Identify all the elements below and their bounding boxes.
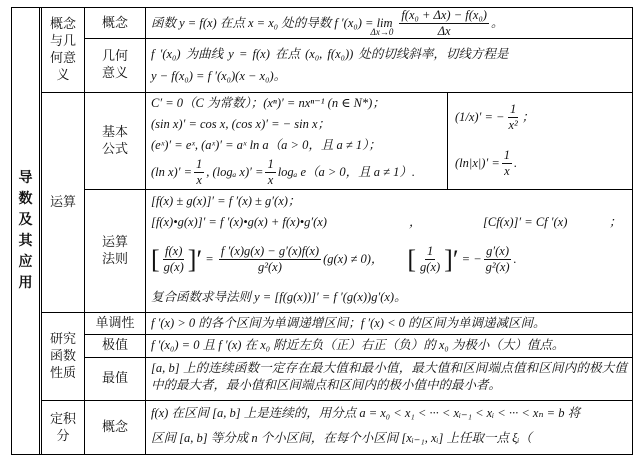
rule-chain: 复合函数求导法则 y = [f(g(x))]′ = f ′(g(x))g′(x)。 (151, 290, 407, 304)
group-concept-label: 概念与几何意义 (49, 17, 76, 83)
rule-4-lhs (418, 244, 442, 275)
formula-4-frac-num: 1 (196, 156, 203, 171)
extremum-text: f ′(x₀) = 0 且 f ′(x) 在 x₀ 附近左负（正）右正（负）的 x₀ 为极小（大）值点。 (151, 338, 565, 352)
label-integral-concept-cell (85, 400, 145, 455)
label-concept: 概念 (101, 15, 128, 31)
monotonic-text: f ′(x) > 0 的各个区间为单调递增区间；f ′(x) < 0 的区间为单调递减区间。 (151, 316, 546, 330)
formula-4-frac-den: x (196, 172, 202, 187)
boxed-formula-2 (455, 146, 517, 180)
maximum-text: [a, b] 上的连续函数一定存在最大值和最小值，最大值和区间端点值和区间内的极大值中的最大者，最小值和区间端点和区间内的极小值中的最小者。 (151, 361, 627, 392)
concept-definition (151, 9, 503, 37)
rule-3-eq: = (202, 251, 217, 266)
label-monotonic-cell (85, 312, 145, 334)
integral-line-2: 区间 [a, b] 等分成 n 个小区间，在每个小区间 [xᵢ₋₁, xᵢ] 上任取一点 ξᵢ（ (151, 431, 532, 445)
label-maximum: 最值 (101, 371, 128, 386)
row-line-3 (84, 189, 633, 190)
geom-line-1: f ′(x₀) 为曲线 y = f(x) 在点 (x₀, f(x₀)) 处的切线斜率，切线方程是 (151, 47, 509, 61)
row-line-1 (84, 38, 633, 39)
formula-4-c: logₐ e（a > 0，且 a ≠ 1）. (277, 164, 416, 179)
rule-4-lhs-den: g(x) (420, 259, 441, 274)
bracket-left: [ (151, 244, 160, 274)
formula-4-frac-2 (265, 157, 275, 188)
label-extremum: 极值 (101, 338, 128, 353)
rule-3-rhs-num: f ′(x)g(x) − g′(x)f(x) (220, 243, 320, 258)
rule-cf: [Cf(x)]′ = Cf ′(x) (483, 215, 568, 229)
rule-3-rhs-den: g²(x) (258, 259, 282, 274)
rule-4-end: . (513, 251, 517, 266)
rule-4-rhs (484, 244, 512, 275)
boxed-2-num: 1 (503, 147, 511, 162)
bracket-right: ]′ (187, 244, 203, 274)
label-extremum-cell (85, 334, 145, 357)
label-formulas-cell (85, 92, 145, 189)
boxed-formula-1 (455, 100, 534, 134)
bracket-right-2: ]′ (444, 244, 459, 274)
group-research-label: 研究函数性质 (49, 331, 76, 381)
formula-line-4 (151, 157, 415, 187)
concept-fraction (399, 8, 489, 39)
rule-3-cond: (g(x) ≠ 0)， (323, 251, 384, 266)
label-rules-cell (85, 189, 145, 312)
rule-3-lhs-num: f(x) (165, 243, 183, 258)
label-monotonic: 单调性 (95, 315, 135, 331)
rule-4-lhs-num: 1 (426, 243, 434, 258)
concept-lim-sub: Δx→0 (370, 26, 394, 37)
boxed-2-left: (ln|x|)′ = (455, 155, 500, 170)
rule-quotient (151, 236, 517, 282)
group-integral-cell (42, 400, 84, 455)
divider-label-col (145, 7, 146, 455)
rule-3-lhs (162, 244, 186, 275)
row-line-5 (84, 334, 633, 335)
boxed-1-frac (506, 102, 519, 133)
group-operation-label: 运算 (49, 194, 76, 210)
formula-4-frac2-num: 1 (267, 156, 274, 171)
boxed-1-left: (1/x)′ = − (455, 109, 505, 124)
rule-4-eq: = − (458, 251, 482, 266)
concept-frac-den: Δx (437, 23, 451, 38)
label-concept-cell (85, 8, 145, 38)
formula-4-frac2-den: x (267, 172, 274, 187)
boxed-1-end: ； (521, 109, 535, 124)
rule-line-1: [f(x) ± g(x)]′ = f ′(x) ± g′(x)； (151, 194, 301, 208)
boxed-2-den: x (504, 163, 510, 178)
concept-prefix: 函数 y = f(x) 在点 x = x₀ 处的导数 f ′(x₀) = lim (151, 15, 393, 30)
formula-4-b: , (logₐ x)′ = (206, 164, 264, 179)
label-maximum-cell (85, 357, 145, 400)
geom-line-2: y − f(x₀) = f ′(x₀)(x − x₀)。 (151, 69, 287, 83)
concept-frac-num: f(x₀ + Δx) − f(x₀) (401, 7, 487, 22)
formula-line-2: (sin x)′ = cos x, (cos x)′ = − sin x； (151, 117, 330, 131)
boxed-2-end: . (514, 155, 518, 170)
rule-4-rhs-num: g′(x) (486, 243, 510, 258)
rule-line-2-comma: ， (409, 215, 422, 229)
integral-line-1: f(x) 在区间 [a, b] 上是连续的，用分点 a = x₀ < x₁ < ··· < xᵢ₋₁ < xᵢ < ··· < xₙ = b 将 (151, 406, 581, 420)
rule-4-rhs-den: g²(x) (485, 259, 510, 274)
label-integral-concept: 概念 (101, 420, 128, 435)
main-title-cell (11, 7, 40, 455)
group-integral-label: 定积分 (50, 411, 77, 444)
rule-cf-end: ； (609, 215, 622, 229)
boxed-1-num: 1 (509, 101, 517, 116)
rule-3-rhs (219, 244, 321, 275)
rule-line-2: [f(x)•g(x)]′ = f ′(x)•g(x) + f(x)•g′(x) (151, 215, 327, 229)
formula-line-1: C′ = 0（C 为常数）；(xⁿ)′ = nxⁿ⁻¹ (n ∈ N*)； (151, 96, 385, 110)
concept-end: 。 (490, 15, 504, 30)
label-geometric: 几何意义 (101, 49, 128, 81)
group-operation-cell (42, 92, 84, 312)
boxed-1-den: x² (508, 117, 518, 132)
label-basic-formulas: 基本公式 (101, 124, 128, 157)
label-geometric-cell (85, 38, 145, 92)
divider-formula-boxes (447, 92, 448, 189)
bracket-left-2: [ (407, 244, 417, 274)
boxed-2-frac (502, 148, 512, 179)
group-concept-cell (42, 8, 84, 92)
formula-line-3: (eˣ)′ = eˣ, (aˣ)′ = aˣ ln a（a > 0，且 a ≠ 1）； (151, 138, 381, 152)
main-title: 导数及其应用 (18, 170, 33, 291)
formula-4-a: (ln x)′ = (151, 164, 193, 179)
label-rules: 运算法则 (101, 234, 128, 267)
rule-3-lhs-den: g(x) (163, 259, 184, 274)
formula-4-frac (194, 157, 204, 188)
row-line-6 (84, 357, 633, 358)
group-research-cell (42, 312, 84, 400)
